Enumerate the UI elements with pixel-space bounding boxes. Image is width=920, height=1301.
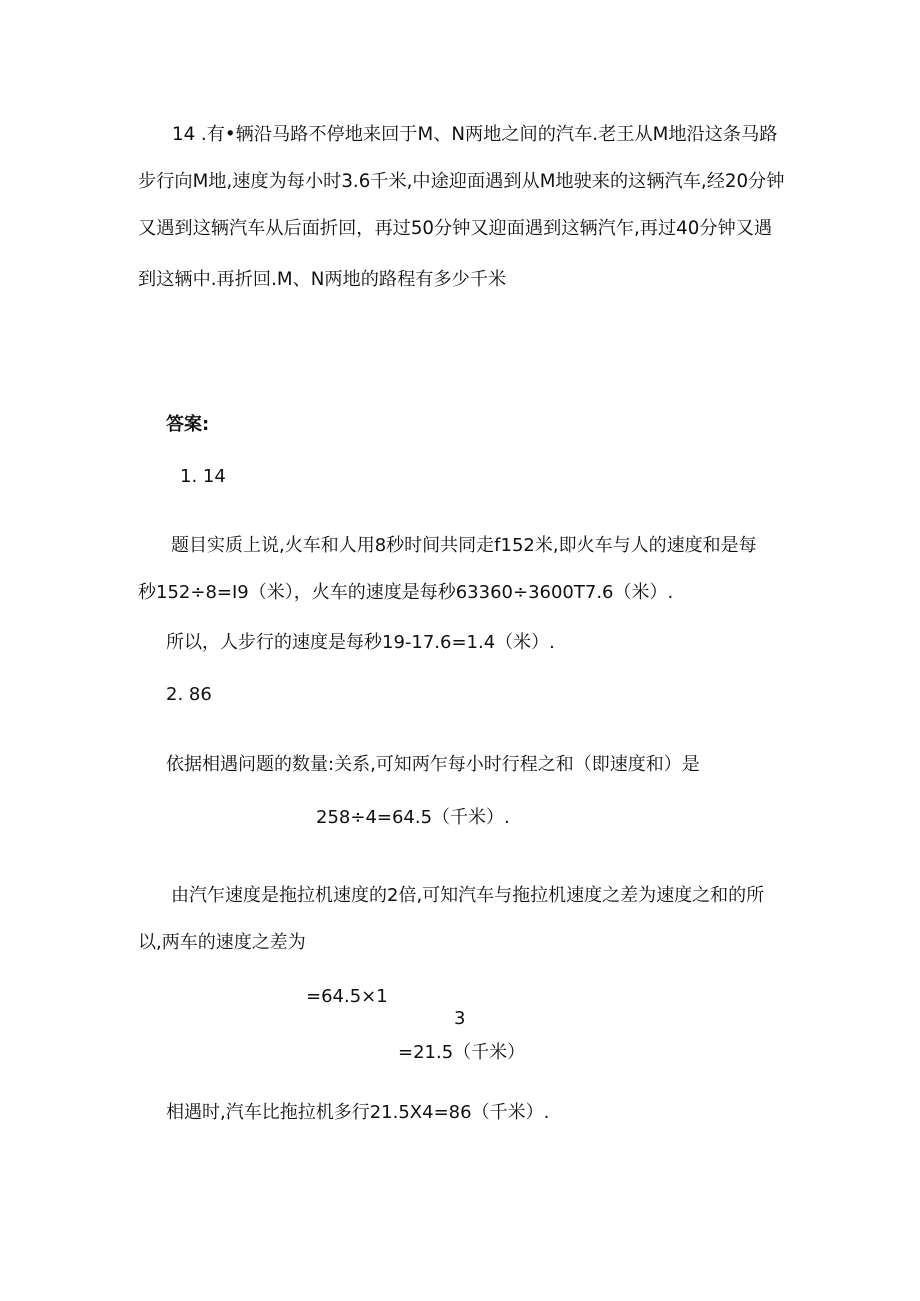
answer-1-line-3: 所以，人步行的速度是每秒19-17.6=1.4（米）. [166, 632, 555, 653]
answer-2-line-4: 相遇时,汽车比拖拉机多行21.5X4=86（千米）. [166, 1102, 550, 1123]
question-line-4: 到这辆中.再折回.M、N两地的路程有多少千米 [138, 269, 507, 290]
answer-2-formula-1: 258÷4=64.5（千米）. [316, 807, 510, 828]
question-line-3: 又遇到这辆汽车从后面折回，再过50分钟又迎面遇到这辆汽乍,再过40分钟又遇 [138, 218, 773, 239]
answer-2-formula-3: 3 [454, 1008, 466, 1029]
answer-heading: 答案: [166, 414, 210, 435]
answer-1-line-1: 题目实质上说,火车和人用8秒时间共同走f152米,即火车与人的速度和是每 [171, 535, 757, 556]
answer-2-line-3: 以,两车的速度之差为 [138, 932, 306, 953]
answer-1-label: 1. 14 [180, 466, 226, 487]
answer-2-formula-2: =64.5×1 [306, 986, 388, 1007]
question-line-1: 14 .有•辆沿马路不停地来回于M、N两地之间的汽车.老王从M地沿这条马路 [172, 124, 778, 145]
answer-2-line-1: 依据相遇问题的数量:关系,可知两乍每小时行程之和（即速度和）是 [166, 754, 700, 775]
answer-2-formula-4: =21.5（千米） [398, 1042, 526, 1063]
answer-2-label: 2. 86 [166, 684, 212, 705]
answer-1-line-2: 秒152÷8=I9（米），火车的速度是每秒63360÷3600T7.6（米）. [138, 582, 674, 603]
question-line-2: 步行向M地,速度为每小时3.6千米,中途迎面遇到从M地驶来的这辆汽车,经20分钟 [138, 171, 785, 192]
answer-2-line-2: 由汽乍速度是拖拉机速度的2倍,可知汽车与拖拉机速度之差为速度之和的所 [171, 885, 765, 906]
